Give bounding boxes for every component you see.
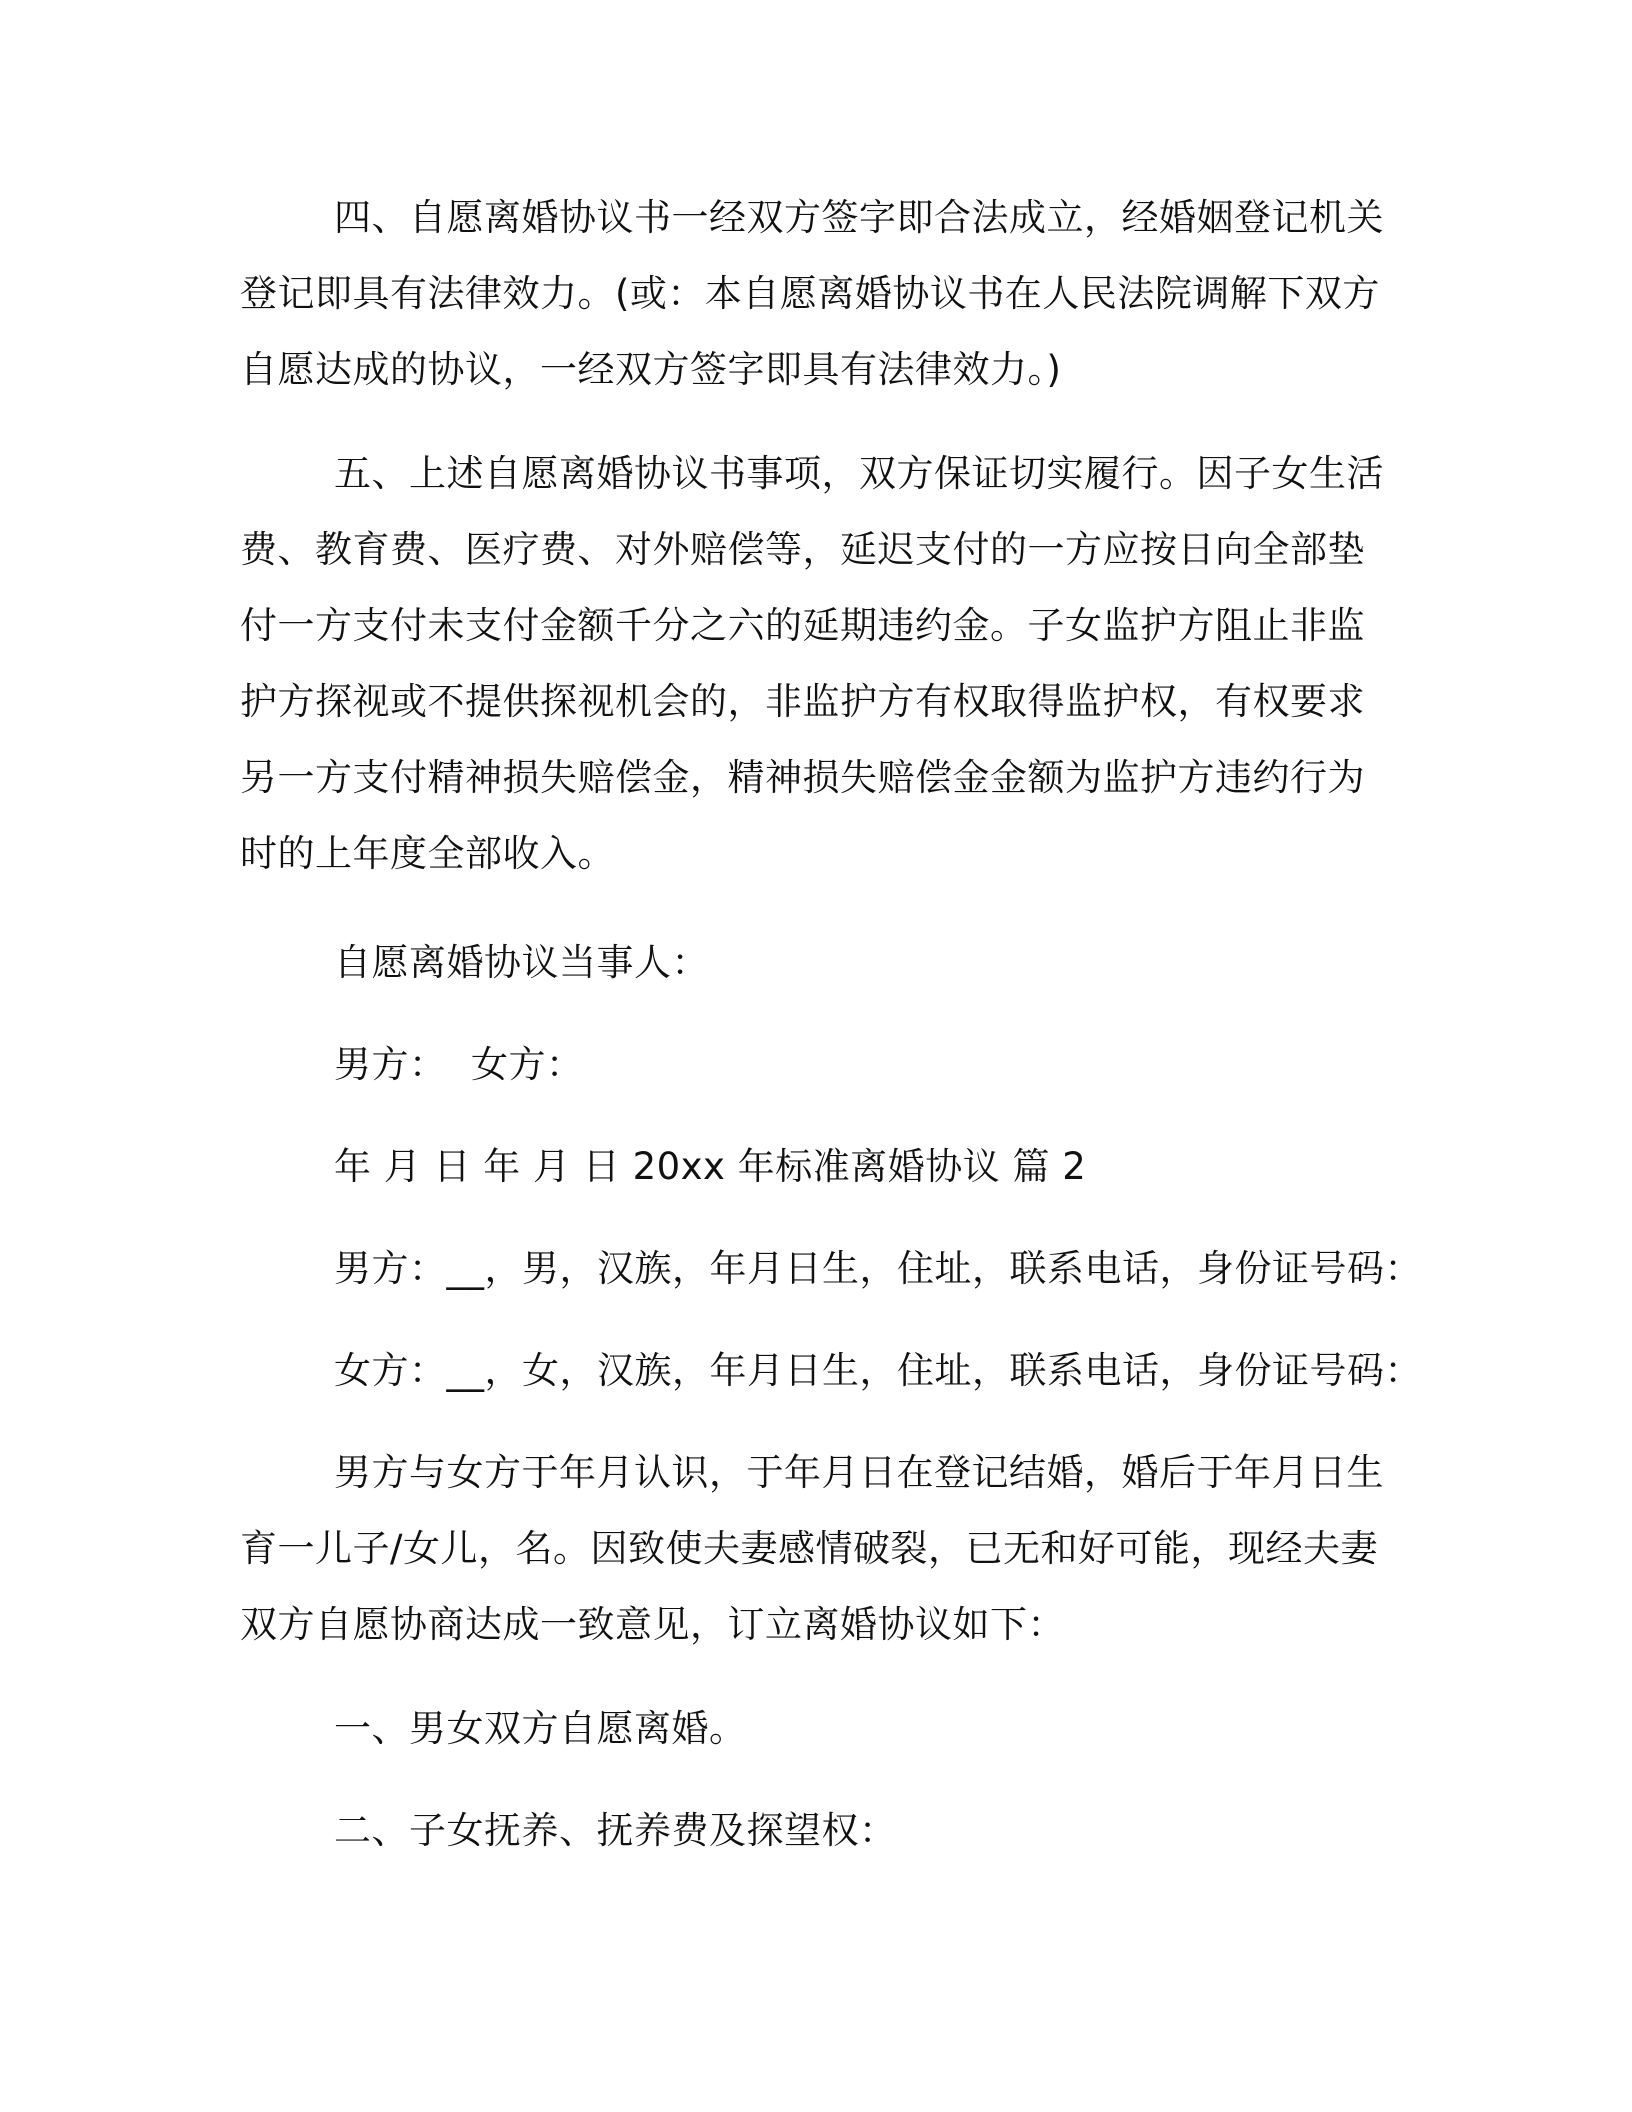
section-five-paragraph bbox=[240, 436, 1415, 892]
text-line: 费、教育费、医疗费、对外赔偿等，延迟支付的一方应按日向全部垫 bbox=[240, 528, 1365, 571]
text-line: 五、上述自愿离婚协议书事项，双方保证切实履行。因子女生活 bbox=[334, 452, 1384, 495]
text-line: 育一儿子/女儿，名。因致使夫妻感情破裂，已无和好可能，现经夫妻 bbox=[240, 1527, 1378, 1570]
text-line: 登记即具有法律效力。(或：本自愿离婚协议书在人民法院调解下双方 bbox=[240, 272, 1380, 315]
parties-label: 自愿离婚协议当事人： bbox=[334, 941, 709, 984]
text-line: 双方自愿协商达成一致意见，订立离婚协议如下： bbox=[240, 1603, 1065, 1646]
female-info-line: 女方：__，女，汉族，年月日生，住址，联系电话，身份证号码： bbox=[334, 1349, 1422, 1392]
signature-line: 男方： 女方： bbox=[334, 1043, 584, 1086]
clause-one: 一、男女双方自愿离婚。 bbox=[334, 1707, 747, 1750]
text-line: 时的上年度全部收入。 bbox=[240, 832, 615, 875]
text-line: 另一方支付精神损失赔偿金，精神损失赔偿金金额为监护方违约行为 bbox=[240, 756, 1365, 799]
text-line: 男方与女方于年月认识，于年月日在登记结婚，婚后于年月日生 bbox=[334, 1451, 1384, 1494]
male-info-line: 男方：__，男，汉族，年月日生，住址，联系电话，身份证号码： bbox=[334, 1247, 1422, 1290]
background-paragraph bbox=[240, 1435, 1415, 1663]
section-four-paragraph bbox=[240, 180, 1415, 408]
text-line: 付一方支付未支付金额千分之六的延期违约金。子女监护方阻止非监 bbox=[240, 604, 1365, 647]
text-line: 自愿达成的协议，一经双方签字即具有法律效力。) bbox=[240, 348, 1062, 391]
date-title-line: 年 月 日 年 月 日 20xx 年标准离婚协议 篇 2 bbox=[334, 1145, 1087, 1188]
text-line: 四、自愿离婚协议书一经双方签字即合法成立，经婚姻登记机关 bbox=[334, 196, 1384, 239]
clause-two: 二、子女抚养、抚养费及探望权： bbox=[334, 1809, 897, 1852]
text-line: 护方探视或不提供探视机会的，非监护方有权取得监护权，有权要求 bbox=[240, 680, 1365, 723]
